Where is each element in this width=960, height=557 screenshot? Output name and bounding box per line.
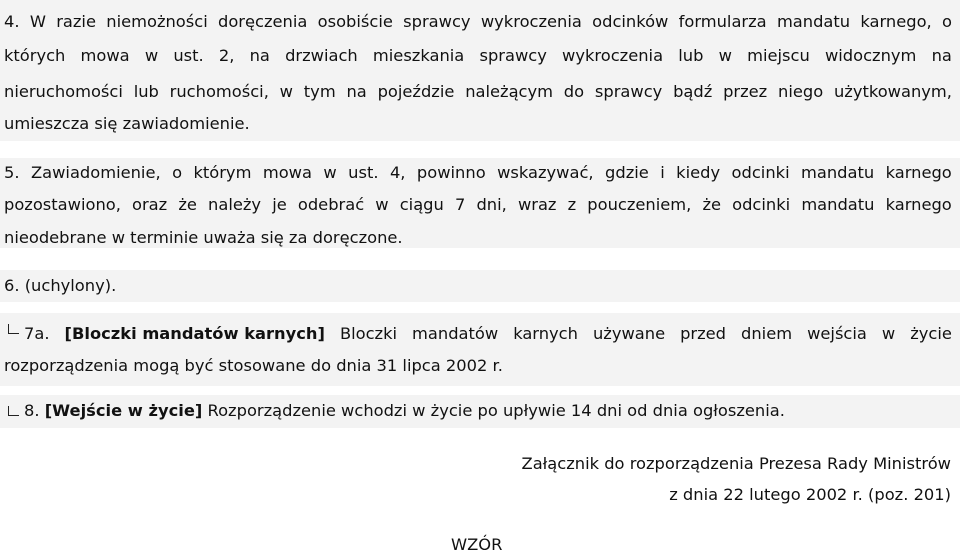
paragraph-line bbox=[4, 48, 952, 64]
word: przez bbox=[723, 82, 768, 101]
word: W bbox=[29, 12, 46, 31]
paragraph-line bbox=[4, 197, 952, 213]
section-heading: [Wejście w życie] bbox=[44, 401, 203, 420]
word: dni, bbox=[476, 195, 507, 214]
word: lub bbox=[678, 46, 704, 65]
word: odcinków bbox=[592, 12, 669, 31]
paragraph-marker-icon bbox=[8, 406, 19, 416]
word: ciągu bbox=[399, 195, 444, 214]
word: nieruchomości bbox=[4, 82, 123, 101]
word: 4. bbox=[4, 12, 20, 31]
word: lub bbox=[133, 82, 159, 101]
word: w bbox=[375, 195, 389, 214]
word: 4, bbox=[389, 163, 406, 182]
word: w bbox=[144, 46, 159, 65]
section-heading: [Bloczki mandatów karnych] bbox=[64, 324, 325, 343]
word: wykroczenia bbox=[562, 46, 664, 65]
paragraph-line bbox=[4, 84, 952, 100]
word: którym bbox=[193, 163, 252, 182]
word: 2, bbox=[218, 46, 235, 65]
word: do bbox=[563, 82, 585, 101]
word: karnego bbox=[885, 195, 952, 214]
word: gdzie bbox=[605, 163, 649, 182]
word: sprawcy bbox=[479, 46, 547, 65]
word: je bbox=[272, 195, 287, 214]
word: osobiście bbox=[317, 12, 393, 31]
word: karnego bbox=[885, 163, 952, 182]
word: razie bbox=[56, 12, 96, 31]
word: karnych bbox=[513, 324, 578, 343]
template-label: WZÓR bbox=[451, 535, 503, 554]
word: niemożności bbox=[106, 12, 208, 31]
word: wskazywać, bbox=[497, 163, 594, 182]
word: oraz bbox=[132, 195, 168, 214]
word: należącym bbox=[465, 82, 553, 101]
word: odcinki bbox=[731, 163, 790, 182]
word: na bbox=[249, 46, 270, 65]
word: mowa bbox=[262, 163, 312, 182]
paragraph-marker-icon bbox=[8, 324, 19, 334]
word: mandatu bbox=[801, 163, 875, 182]
paragraph-6: 6. (uchylony). bbox=[4, 276, 117, 295]
word: życie bbox=[910, 324, 952, 343]
annex-date: z dnia 22 lutego 2002 r. (poz. 201) bbox=[669, 485, 951, 504]
word: wraz bbox=[517, 195, 557, 214]
annex-title: Załącznik do rozporządzenia Prezesa Rady Ministrów bbox=[521, 454, 951, 473]
word: ust. bbox=[348, 163, 379, 182]
word: tym bbox=[303, 82, 336, 101]
word: Bloczki bbox=[339, 324, 398, 343]
word: że bbox=[702, 195, 722, 214]
paragraph-line bbox=[24, 326, 952, 342]
word: mandatu bbox=[776, 12, 851, 31]
word: mieszkania bbox=[372, 46, 465, 65]
word: ruchomości, bbox=[169, 82, 269, 101]
word: odebrać bbox=[297, 195, 365, 214]
word: użytkowanym, bbox=[833, 82, 952, 101]
word: miejscu bbox=[747, 46, 810, 65]
word: na bbox=[931, 46, 952, 65]
word: mandatu bbox=[801, 195, 875, 214]
word: doręczenia bbox=[218, 12, 308, 31]
word: w bbox=[881, 324, 896, 343]
word: powinno bbox=[416, 163, 486, 182]
word: pojeździe bbox=[377, 82, 455, 101]
paragraph-line bbox=[4, 165, 952, 181]
word: w bbox=[323, 163, 337, 182]
word: mowa bbox=[80, 46, 130, 65]
word: pozostawiono, bbox=[4, 195, 121, 214]
word: wykroczenia bbox=[480, 12, 582, 31]
word: formularza bbox=[678, 12, 767, 31]
word: ust. bbox=[173, 46, 204, 65]
paragraph-line: rozporządzenia mogą być stosowane do dnia 31 lipca 2002 r. bbox=[4, 356, 503, 375]
paragraph-number: 8. bbox=[24, 401, 40, 420]
word: o bbox=[942, 12, 952, 31]
word: z bbox=[567, 195, 577, 214]
word: dniem bbox=[741, 324, 793, 343]
paragraph-line bbox=[4, 14, 952, 30]
paragraph-line: umieszcza się zawiadomienie. bbox=[4, 114, 250, 133]
word: pouczeniem, bbox=[587, 195, 692, 214]
word: i bbox=[660, 163, 665, 182]
word: przed bbox=[680, 324, 727, 343]
word: na bbox=[346, 82, 367, 101]
word: bądź bbox=[673, 82, 713, 101]
word: których bbox=[4, 46, 66, 65]
word: używane bbox=[592, 324, 666, 343]
word: że bbox=[178, 195, 197, 214]
paragraph-line: nieodebrane w terminie uważa się za doręczone. bbox=[4, 228, 403, 247]
word: karnego, bbox=[860, 12, 932, 31]
word: niego bbox=[778, 82, 824, 101]
word: 7 bbox=[454, 195, 466, 214]
word: 5. bbox=[4, 163, 20, 182]
word: Zawiadomienie, bbox=[30, 163, 161, 182]
word: należy bbox=[208, 195, 262, 214]
paragraph-number: 7a. bbox=[24, 324, 50, 343]
word: wejścia bbox=[807, 324, 867, 343]
word: drzwiach bbox=[285, 46, 358, 65]
word: sprawcy bbox=[403, 12, 471, 31]
word: o bbox=[172, 163, 183, 182]
word: widocznym bbox=[824, 46, 917, 65]
word: w bbox=[718, 46, 732, 65]
paragraph-text: Rozporządzenie wchodzi w życie po upływie 14 dni od dnia ogłoszenia. bbox=[207, 401, 785, 420]
word: mandatów bbox=[412, 324, 499, 343]
word: w bbox=[279, 82, 293, 101]
word: sprawcy bbox=[594, 82, 663, 101]
paragraph-line bbox=[24, 403, 785, 419]
word: kiedy bbox=[676, 163, 721, 182]
word: odcinki bbox=[732, 195, 791, 214]
background-band bbox=[0, 270, 960, 302]
